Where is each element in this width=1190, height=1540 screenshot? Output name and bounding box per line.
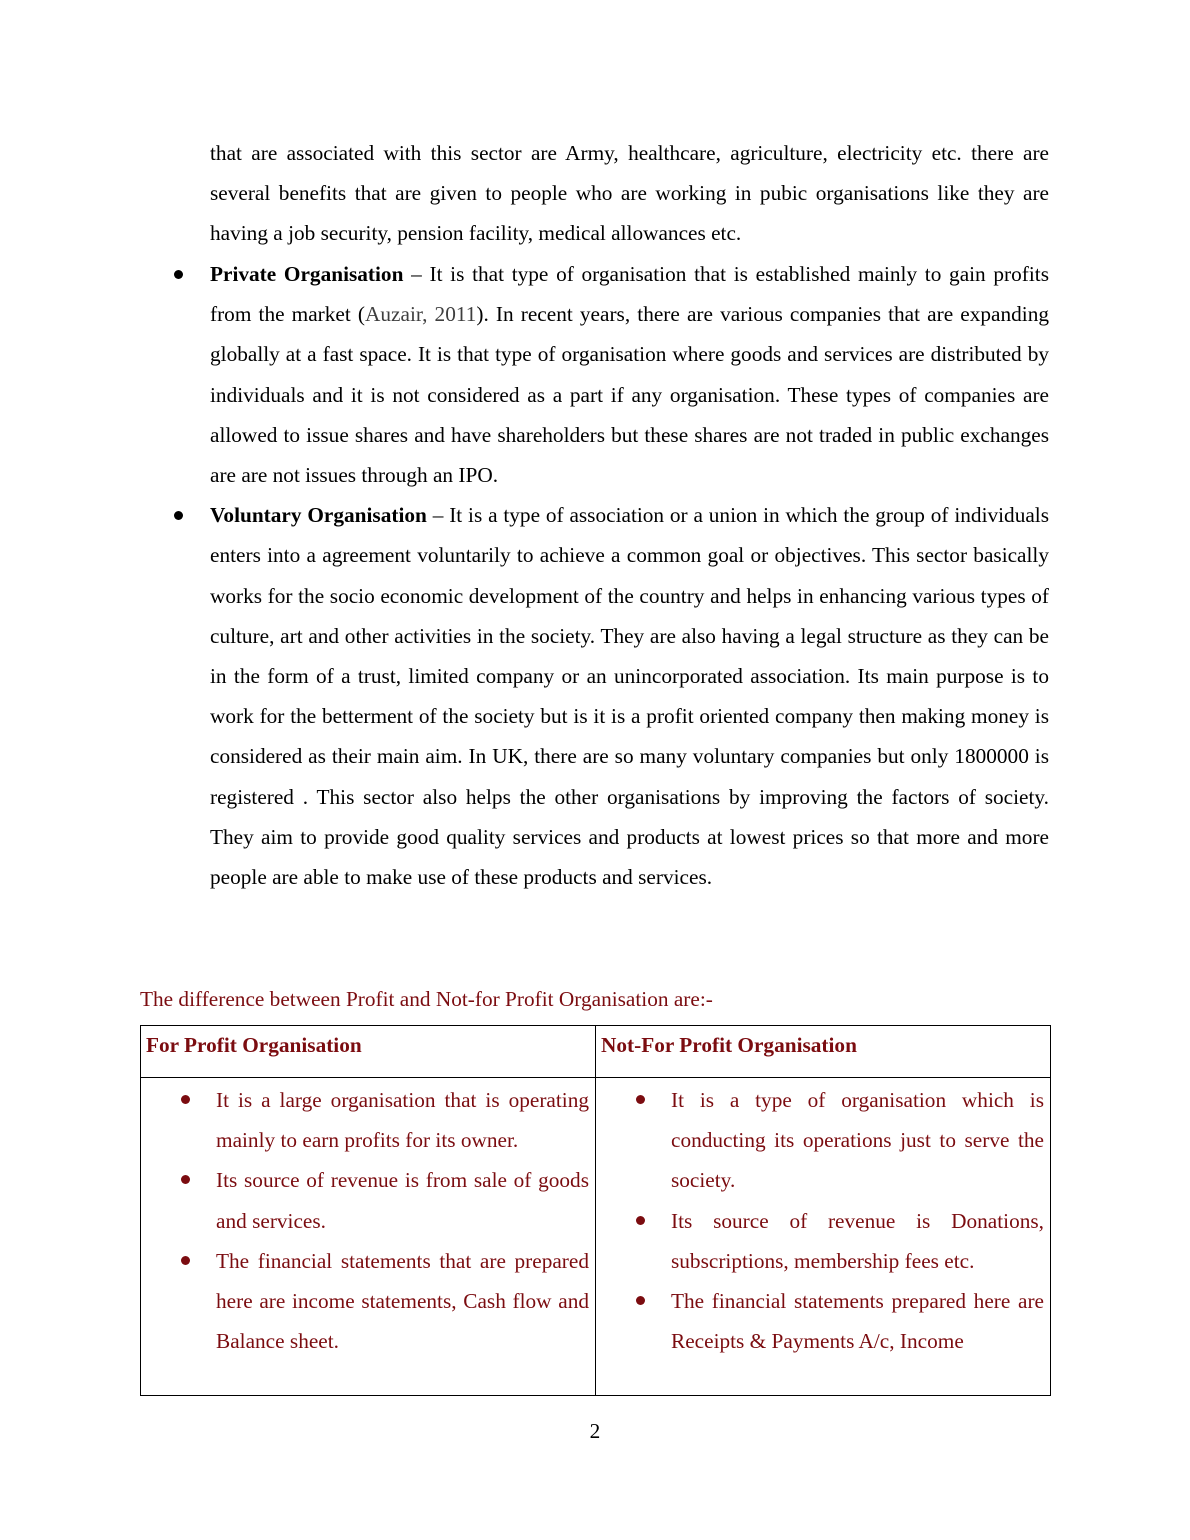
bullet-icon bbox=[636, 1296, 645, 1305]
bullet-icon bbox=[181, 1175, 190, 1184]
point-text: Its source of revenue is Donations, subscriptions, membership fees etc. bbox=[671, 1208, 1044, 1273]
not-for-profit-cell bbox=[596, 1078, 1051, 1396]
bullet-icon bbox=[174, 511, 183, 520]
point-text: It is a type of organisation which is conducting its operations just to serve the society. bbox=[671, 1088, 1044, 1193]
bullet-title: Private Organisation bbox=[210, 262, 404, 286]
bullet-icon bbox=[181, 1256, 190, 1265]
list-item bbox=[216, 1241, 589, 1362]
bullet-voluntary-organisation bbox=[210, 495, 1049, 897]
header-not-for-profit: Not-For Profit Organisation bbox=[596, 1026, 1051, 1078]
bullet-icon bbox=[174, 270, 183, 279]
for-profit-points bbox=[141, 1078, 595, 1361]
header-for-profit: For Profit Organisation bbox=[141, 1026, 596, 1078]
point-text: The financial statements that are prepared here are income statements, Cash flow and Balance sheet. bbox=[216, 1248, 589, 1354]
bullet-title: Voluntary Organisation bbox=[210, 503, 427, 528]
for-profit-cell bbox=[141, 1078, 596, 1396]
list-item bbox=[671, 1201, 1044, 1281]
list-item bbox=[216, 1160, 589, 1240]
continuation-paragraph: that are associated with this sector are Army, healthcare, agriculture, electricity etc. there are several benefits that are given to people who are working in pubic organisations like they are having a job security, pension facility, medical allowances etc. bbox=[210, 141, 1049, 246]
table-row bbox=[141, 1078, 1051, 1396]
table-header-row bbox=[141, 1026, 1051, 1078]
bullet-text: – It is a type of association or a union in which the group of individuals enters into a agreement voluntarily to achieve a common goal or objectives. This sector basically works for the socio economic development of the country and helps in enhancing various types of culture, art and other activities in the society. They are also having a legal structure as they can be in the form of a trust, limited company or an unincorporated association. Its main purpose is to work for the betterment of the society but is it is a profit oriented company then making money is considered as their main aim. In UK, there are so many voluntary companies but only 1800000 is registered . This sector also helps the other organisations by improving the factors of society. They aim to provide good quality services and products at lowest prices so that more and more people are able to make use of these products and services. bbox=[210, 503, 1050, 890]
organisation-types-list bbox=[210, 254, 1049, 897]
point-text: The financial statements prepared here are Receipts & Payments A/c, Income bbox=[671, 1289, 1044, 1354]
bullet-icon bbox=[181, 1095, 190, 1104]
list-item bbox=[671, 1080, 1044, 1201]
bullet-text: – It is that type of organisation that is established mainly to gain profits from the market ( bbox=[210, 262, 1050, 327]
not-for-profit-points bbox=[596, 1078, 1050, 1361]
page-number: 2 bbox=[589, 1419, 601, 1443]
bullet-private-organisation bbox=[210, 254, 1049, 495]
bullet-icon bbox=[636, 1095, 645, 1104]
point-text: Its source of revenue is from sale of goods and services. bbox=[216, 1168, 589, 1233]
list-item bbox=[671, 1281, 1044, 1361]
citation: Auzair, 2011 bbox=[365, 302, 477, 327]
list-item bbox=[216, 1080, 589, 1160]
difference-heading: The difference between Profit and Not-for Profit Organisation are:- bbox=[140, 987, 713, 1011]
difference-table bbox=[140, 1025, 1051, 1396]
point-text: It is a large organisation that is operating mainly to earn profits for its owner. bbox=[216, 1088, 589, 1153]
bullet-text: ). In recent years, there are various companies that are expanding globally at a fast space. It is that type of organisation where goods and services are distributed by individuals and it is not considered as a part if any organisation. These types of companies are allowed to issue shares and have shareholders but these shares are not traded in public exchanges are are not issues through an IPO. bbox=[210, 302, 1049, 488]
bullet-icon bbox=[636, 1216, 645, 1225]
